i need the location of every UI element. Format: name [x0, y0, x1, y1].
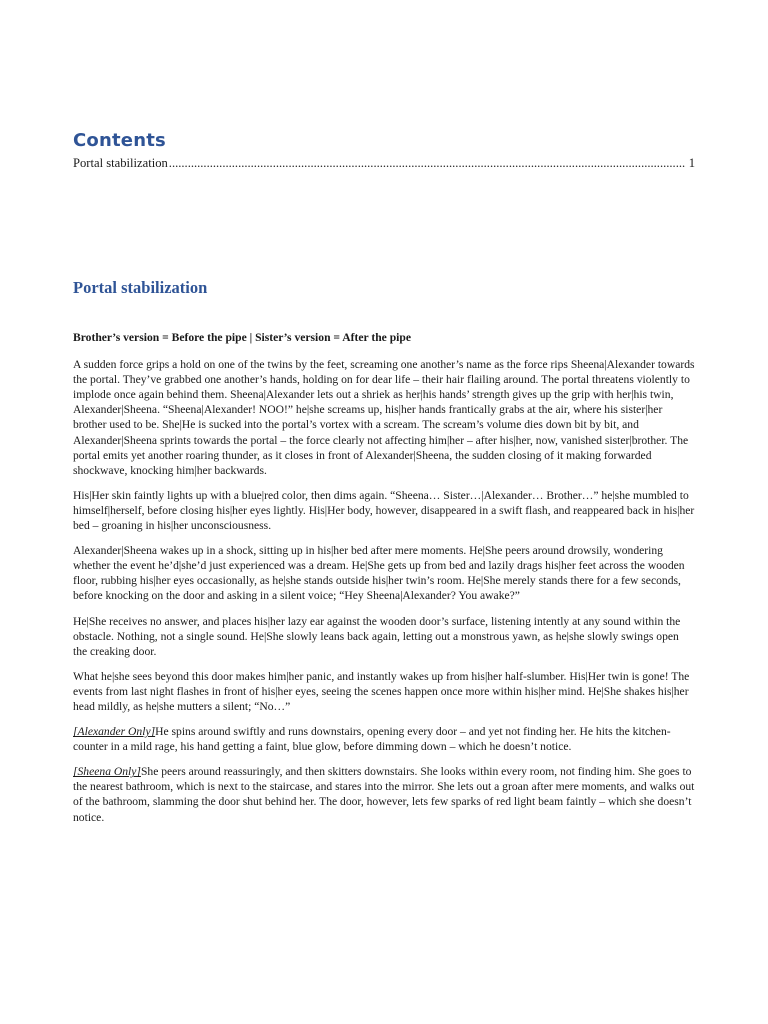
sheena-only-text: She peers around reassuringly, and then skitters downstairs. She looks within every room, not finding him. She goes to the nearest bathroom, which is next to the staircase, and stares into the mirror. She lets out a groan after mere moments, and walks out of the bathroom, slamming the door shut behind her. The door, however, lets few sparks of red light beam faintly – which she doesn’t notice. — [73, 765, 695, 824]
paragraph-3: Alexander|Sheena wakes up in a shock, sitting up in his|her bed after mere moments. He|She peers around drowsily, wondering whether the event he’d|she’d just experienced was a dream. He|She gets up from bed and lazily drags his|her feet across the wooden floor, rubbing his|her eyes occasionally, as he|she stands outside his|her twin’s room. He|She merely stands there for a few seconds, before knocking on the door and asking in a silent voice; “Hey Sheena|Alexander? You awake?” — [73, 544, 685, 603]
alexander-only-tag: [Alexander Only] — [73, 725, 156, 739]
paragraph-1: A sudden force grips a hold on one of the twins by the feet, screaming one another’s name as the force rips Sheena|Alexander towards the portal. They’ve grabbed one another’s hands, holding on for dear life – their hair flailing around. The portal threatens violently to implode once again behind them. Sheena|Alexander lets out a shriek as her|his hands’ strength gives up the grip with her|his twin, Alexander|Sheena. “Sheena|Alexander! NOO!” he|she screams up, his|her hands frantically grabs at the air, where his sister|her brother used to be. She|He is sucked into the portal’s vortex with a scream. The scream’s volume dies down bit by bit, and Alexander|Sheena sprints towards the portal – the force clearly not affecting him|her – after his|her, now, vanished sister|brother. The portal emits yet another roaring thunder, as it closes in front of Alexander|Sheena, the sudden closing of it making forwarded shockwave, knocking him|her backwards. — [73, 358, 695, 477]
toc-entry-portal-stabilization[interactable] — [73, 155, 695, 171]
version-subheading: Brother’s version = Before the pipe | Sister’s version = After the pipe — [73, 331, 411, 344]
toc-dot-leader — [169, 155, 686, 171]
section-body — [73, 330, 695, 835]
sheena-only-paragraph — [73, 764, 695, 824]
contents-heading: Contents — [73, 130, 166, 151]
toc-entry-title: Portal stabilization — [73, 156, 168, 170]
toc-entry-page-number: 1 — [688, 156, 695, 170]
paragraph-2: His|Her skin faintly lights up with a blue|red color, then dims again. “Sheena… Sister…|Alexander… Brother…” he|she mumbled to himself|herself, before closing his|her eyes lightly. His|Her body, however, disappeared in a swift flash, and reappeared back in his|her bed – groaning in his|her unconsciousness. — [73, 488, 695, 533]
sheena-only-tag: [Sheena Only] — [73, 765, 141, 779]
alexander-only-text: He spins around swiftly and runs downstairs, opening every door – and yet not finding her. He hits the kitchen-counter in a mild rage, his hand getting a faint, blue glow, before dimming down – which he doesn’t notice. — [73, 725, 671, 754]
paragraph-4: He|She receives no answer, and places his|her lazy ear against the wooden door’s surface, listening intently at any sound within the obstacle. Nothing, not a single sound. He|She slowly leans back again, letting out a monstrous yawn, as he|she slowly swings open the creaking door. — [73, 614, 681, 658]
paragraph-5: What he|she sees beyond this door makes him|her panic, and instantly wakes up from his|her half-slumber. His|Her twin is gone! The events from last night flashes in front of his|her eyes, seeing the scenes happen once more within his|her mind. He|She shakes his|her head mildly, as he|she mutters a silent; “No…” — [73, 669, 690, 713]
section-heading: Portal stabilization — [73, 278, 208, 297]
alexander-only-paragraph — [73, 724, 695, 754]
